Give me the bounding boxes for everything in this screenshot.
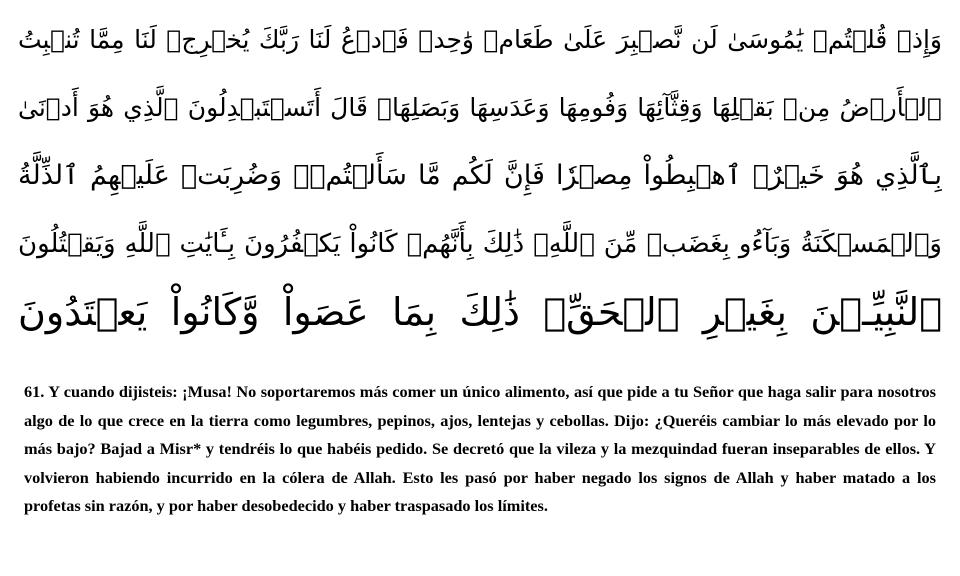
- arabic-verse-text: [18, 6, 942, 346]
- arabic-verse-line: وَٱلۡمَسۡكَنَةُ وَبَآءُو بِغَضَبٖ مِّنَ ٱللَّهِۗ ذَٰلِكَ بِأَنَّهُمۡ كَانُواْ يَكۡفُرُونَ بِـَٔايَٰتِ ٱللَّهِ وَيَقۡتُلُونَ: [18, 229, 942, 259]
- arabic-verse-line: بِٱلَّذِي هُوَ خَيۡرٌۚ ٱهۡبِطُواْ مِصۡرٗا فَإِنَّ لَكُم مَّا سَأَلۡتُمۡۗ وَضُرِبَتۡ عَلَيۡهِمُ ٱلذِّلَّةُ: [18, 160, 942, 191]
- spanish-translation-paragraph: 61. Y cuando dijisteis: ¡Musa! No soportaremos más comer un único alimento, así que pide a tu Señor que haga salir para nosotros algo de lo que crece en la tierra como legumbres, pepinos, ajos, lentejas y cebollas. Dijo: ¿Queréis cambiar lo más elevado por lo más bajo? Bajad a Misr* y tendréis lo que habéis pedido. Se decretó que la vileza y la mezquindad fueran inseparables de ellos. Y volvieron habiendo incurrido en la cólera de Allah. Esto les pasó por haber negado los signos de Allah y haber matado a los profetas sin razón, y por haber desobedecido y haber traspasado los límites.: [24, 382, 936, 515]
- arabic-verse-line: ٱلۡأَرۡضُ مِنۢ بَقۡلِهَا وَقِثَّآئِهَا وَفُومِهَا وَعَدَسِهَا وَبَصَلِهَاۖ قَالَ أَتَسۡتَبۡدِلُونَ ٱلَّذِي هُوَ أَدۡنَىٰ: [18, 93, 942, 122]
- arabic-verse-line: ٱلنَّبِيِّـۧنَ بِغَيۡرِ ٱلۡحَقِّۗ ذَٰلِكَ بِمَا عَصَواْ وَّكَانُواْ يَعۡتَدُونَ: [18, 290, 942, 334]
- arabic-verse-line: وَإِذۡ قُلۡتُمۡ يَٰمُوسَىٰ لَن نَّصۡبِرَ عَلَىٰ طَعَامٖ وَٰحِدٖ فَٱدۡعُ لَنَا رَبَّكَ يُخۡرِجۡ لَنَا مِمَّا تُنۢبِتُ: [18, 25, 942, 54]
